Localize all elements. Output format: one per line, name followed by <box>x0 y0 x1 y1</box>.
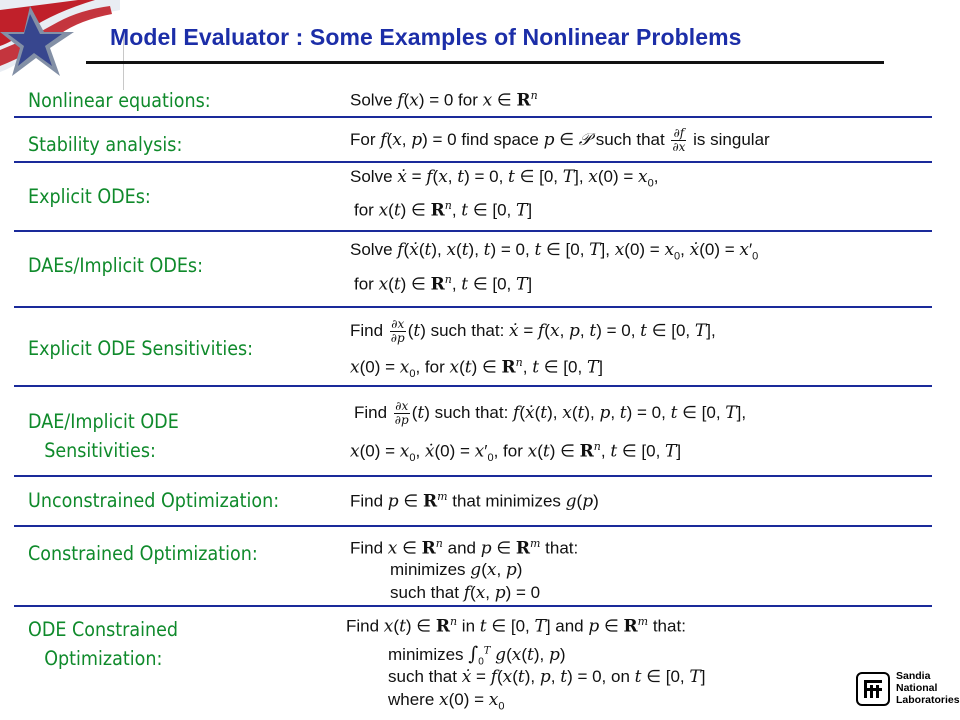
row-label-line1: DAE/Implicit ODE <box>28 410 179 433</box>
row-math-constrained-opt-line2: minimizes g(x, p) <box>390 560 523 580</box>
row-label-daes-implicit-odes: DAEs/Implicit ODEs: <box>28 254 203 277</box>
row-math-constrained-opt-line1: Find x ∈ $R^n$ and p ∈ $R^m$ that: <box>350 537 579 559</box>
row-divider <box>14 525 932 527</box>
row-math-explicit-sens-line1: Find $\frac{\partial x}{\partial p}$ (t) such that: ẋ = f(x, p, t) = 0, t ∈ [0, T], <box>350 317 716 345</box>
row-math-explicit-odes-line1: Solve ẋ = f(x, t) = 0, t ∈ [0, T], $x(0) = x_0$, <box>350 167 659 190</box>
row-divider <box>14 161 932 163</box>
sandia-line1: Sandia <box>896 670 931 682</box>
row-label-explicit-odes: Explicit ODEs: <box>28 185 151 208</box>
page-title: Model Evaluator : Some Examples of Nonlinear Problems <box>110 24 742 50</box>
row-math-dae-sens-line1: Find $\frac{\partial x}{\partial p}$ (t) such that: f(ẋ(t), x(t), p, t) = 0, t ∈ [0, T], <box>354 399 747 427</box>
row-divider <box>14 230 932 232</box>
sandia-line2: National <box>896 682 938 694</box>
row-divider <box>14 475 932 477</box>
row-label-line2: Sensitivities: <box>44 439 156 462</box>
sandia-thunderbird-logo-icon <box>856 672 890 706</box>
row-label-line2: Optimization: <box>44 647 163 670</box>
row-divider <box>14 306 932 308</box>
row-math-daes-line1: Solve f(ẋ(t), x(t), t) = 0, t ∈ [0, T], $x(0) = x_0$, ẋ(0) = $x'_0$ <box>350 240 759 263</box>
row-math-explicit-odes-line2: for x(t) ∈ $R^n$, t ∈ [0, T] <box>354 199 533 221</box>
title-underline <box>86 61 884 64</box>
row-label-constrained-optimization: Constrained Optimization: <box>28 542 258 565</box>
row-label-nonlinear-equations: Nonlinear equations: <box>28 89 211 112</box>
row-math-nonlinear-equations: Solve f(x) = 0 for x ∈ $R^n$ <box>350 89 538 111</box>
row-label-explicit-ode-sensitivities: Explicit ODE Sensitivities: <box>28 337 254 360</box>
row-divider <box>14 605 932 607</box>
row-math-ode-constrained-opt-line3: such that ẋ = f(x(t), p, t) = 0, on t ∈ [0, T] <box>388 667 706 687</box>
row-math-explicit-sens-line2: $x(0) = x_0$, for x(t) ∈ $R^n$, t ∈ [0, T] <box>350 356 604 381</box>
row-label-dae-implicit-ode-sensitivities <box>28 407 179 465</box>
row-math-stability-analysis: For f(x, p) = 0 find space p ∈ 𝒫 such that $\frac{\partial f}{\partial x}$ is singular <box>350 126 770 154</box>
row-math-unconstrained-opt: Find p ∈ $R^m$ that minimizes g(p) <box>350 490 599 512</box>
row-label-unconstrained-optimization: Unconstrained Optimization: <box>28 489 280 512</box>
row-math-constrained-opt-line3: such that f(x, p) = 0 <box>390 583 541 603</box>
row-label-stability-analysis: Stability analysis: <box>28 133 183 156</box>
row-divider <box>14 385 932 387</box>
row-math-ode-constrained-opt-line4: where $x(0) = x_0$ <box>388 690 505 713</box>
row-divider <box>14 116 932 118</box>
row-label-ode-constrained-optimization <box>28 615 178 673</box>
row-label-line1: ODE Constrained <box>28 618 179 641</box>
flag-star-logo-icon <box>0 0 120 90</box>
row-math-dae-sens-line2: $x(0) = x_0$, ẋ(0) = $x'_0$, for x(t) ∈ $R^n$, t ∈ [0, T] <box>350 440 682 465</box>
row-math-daes-line2: for x(t) ∈ $R^n$, t ∈ [0, T] <box>354 273 533 295</box>
row-math-ode-constrained-opt-line2: minimizes $\int_0^T$ g(x(t), p) <box>388 643 566 668</box>
sandia-line3: Laboratories <box>896 694 960 706</box>
row-math-ode-constrained-opt-line1: Find x(t) ∈ $R^n$ in t ∈ [0, T] and p ∈ $R^m$ that: <box>346 615 686 637</box>
sandia-logo <box>856 670 960 712</box>
